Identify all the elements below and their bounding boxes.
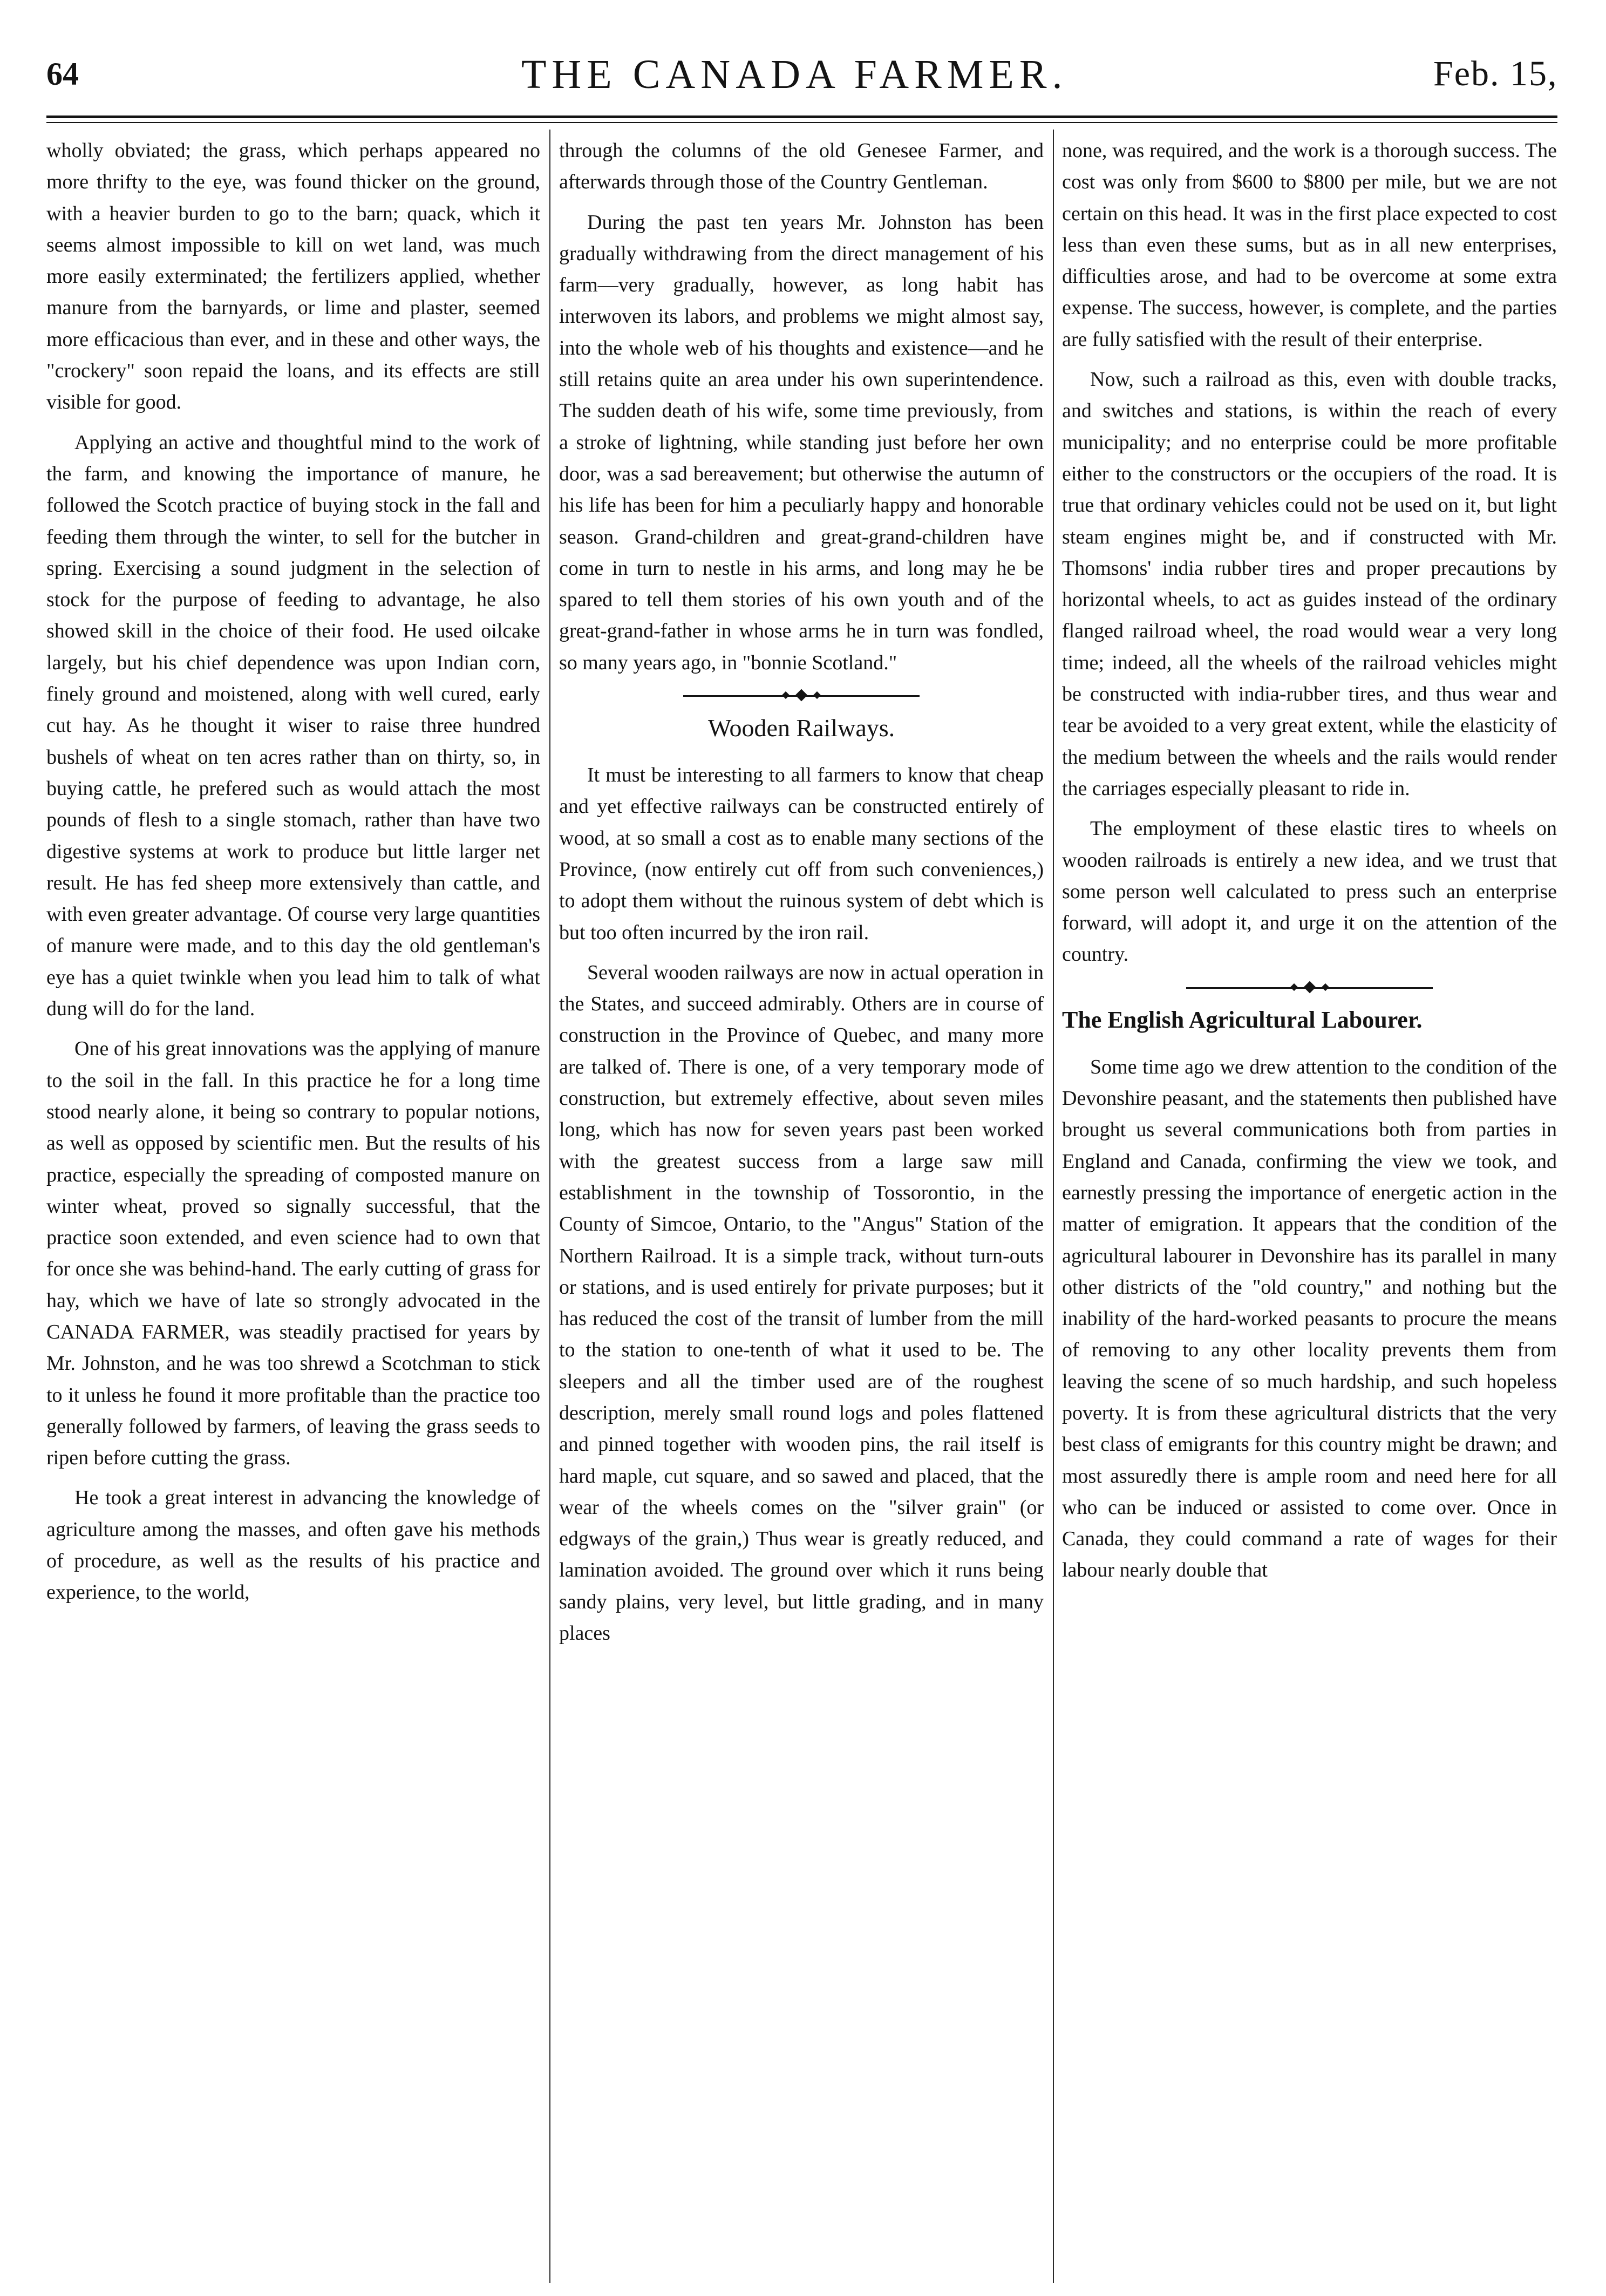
column-divider	[549, 130, 550, 2283]
section-separator	[1062, 981, 1557, 994]
paragraph: He took a great interest in advancing the knowledge of agriculture among the masses, and often gave his methods of procedure, as well as the results of his practice and experience, to the world,	[46, 1486, 540, 1604]
paragraph: It must be interesting to all farmers to know that cheap and yet effective railways can be constructed entirely of wood, at so small a cost as to enable many sections of the Province, (now entirely cut off from such conveniences,) to adopt them without the ruinous system of debt which is but too often incurred by the iron rail.	[559, 764, 1044, 944]
paragraph: wholly obviated; the grass, which perhaps appeared no more thrifty to the eye, was found thicker on the ground, with a heavier burden to go to the barn; quack, which it seems almost impossible to kill on wet land, was much more easily exterminated; the fertilizers applied, whether manure from the barnyards, or lime and plaster, seemed more efficacious than ever, and in these and other ways, the "crockery" soon repaid the loans, and its effects are still visible for good.	[46, 139, 540, 414]
paragraph: During the past ten years Mr. Johnston has been gradually withdrawing from the direct management of his farm—very gradually, however, as long habit has interwoven its labors, and problems we might almost say, into the whole web of his thoughts and existence—and he still retains quite an area under his own superintendence. The sudden death of his wife, some time previously, from a stroke of lightning, while standing just before her own door, was a sad bereavement; but otherwise the autumn of his life has been for him a peculiarly happy and honorable season. Grand-children and great-grand-children have come in turn to nestle in his arms, and long may he be spared to tell them stories of his own youth and of the great-grand-father in whose arms he in turn was fondled, so many years ago, in "bonnie Scotland."	[559, 210, 1044, 674]
paragraph: One of his great innovations was the applying of manure to the soil in the fall. In this practice he for a long time stood nearly alone, it being so contrary to popular notions, as well as opposed by scientific men. But the results of his practice, especially the spreading of composted manure on winter wheat, proved so signally successful, that the practice soon extended, and even science had to own that for once she was behind-hand. The early cutting of grass for hay, which we have of late so strongly advocated in the CANADA FARMER, was steadily practised for years by Mr. Johnston, and he was too shrewd a Scotchman to stick to it unless he found it more profitable than the practice too generally followed by farmers, of leaving the grass seeds to ripen before cutting the grass.	[46, 1037, 540, 1470]
paragraph: Several wooden railways are now in actual operation in the States, and succeed admirably. Others are in course of construction in the Province of Quebec, and many more are talked of. There is one, of a very temporary mode of construction, but extremely effective, about seven miles long, which has now for seven years past been worked with the greatest success from a large saw mill establishment in the township of Tossorontio, in the County of Simcoe, Ontario, to the "Angus" Station of the Northern Railroad. It is a simple track, without turn-outs or stations, and is used entirely for private purposes; but it has reduced the cost of the transit of lumber from the mill to the station to one-tenth of what it used to be. The sleepers and all the timber used are of the roughest description, merely small round logs and poles flattened and pinned together with wooden pins, the rail itself is hard maple, cut square, and so sawed and placed, that the wear of the wheels comes on the "silver grain" (or edgways of the grain,) Thus wear is greatly reduced, and lamination avoided. The ground over which it runs being sandy plains, very level, but little grading, and in many places	[559, 961, 1044, 1645]
column-divider	[1053, 130, 1054, 2283]
paragraph: The employment of these elastic tires to wheels on wooden railroads is entirely a new idea, and we trust that some person well calculated to press such an enterprise forward, will adopt it, and urge it on the attention of the country.	[1062, 817, 1557, 966]
paragraph: none, was required, and the work is a thorough success. The cost was only from $600 to $800 per mile, but we are not certain on this head. It was in the first place expected to cost less than even these sums, but as in all new enterprises, difficulties arose, and had to be overcome at some extra expense. The success, however, is complete, and the parties are fully satisfied with the result of their enterprise.	[1062, 139, 1557, 351]
masthead-rule	[46, 116, 1557, 118]
section-heading: Wooden Railways.	[707, 714, 895, 742]
column-3	[1062, 135, 1557, 2283]
issue-date: Feb. 15,	[1433, 54, 1558, 93]
masthead-rule-thin	[46, 122, 1557, 123]
masthead	[46, 51, 1606, 116]
paragraph: Now, such a railroad as this, even with double tracks, and switches and stations, is within the reach of every municipality; and no enterprise could be more profitable either to the constructors or the occupiers of the road. It is true that ordinary vehicles could not be used on it, but light steam engines might be, and if constructed with Mr. Thomsons' india rubber tires and proper precautions by horizontal wheels, to act as guides instead of the ordinary flanged railroad wheel, the road would wear a very long time; indeed, all the wheels of the railroad vehicles might be constructed with india-rubber tires, and thus wear and tear be avoided to a very great extent, while the elasticity of the medium between the wheels and the rails would render the carriages especially pleasant to ride in.	[1062, 368, 1557, 800]
paragraph: through the columns of the old Genesee Farmer, and afterwards through those of the Country Gentleman.	[559, 139, 1044, 194]
paragraph: Applying an active and thoughtful mind to the work of the farm, and knowing the importance of manure, he followed the Scotch practice of buying stock in the fall and feeding them through the winter, to sell for the butcher in spring. Exercising a sound judgment in the selection of stock for the purpose of feeding to advantage, he also showed skill in the choice of their food. He used oilcake largely, but his chief dependence was upon Indian corn, finely ground and moistened, along with well cured, early cut hay. As he thought it wiser to raise three hundred bushels of wheat on ten acres rather than on thirty, so, in buying cattle, he prefered such as would attach the most pounds of flesh to a single stomach, rather than have two digestive systems at work to produce but little larger net result. He has fed sheep more extensively than cattle, and with even greater advantage. Of course very large quantities of manure were made, and to this day the old gentleman's eye has a quiet twinkle when you lead him to talk of what dung will do for the land.	[46, 431, 540, 1021]
column-2	[559, 135, 1044, 2283]
paragraph: Some time ago we drew attention to the condition of the Devonshire peasant, and the statements then published have brought us several communications both from parties in England and Canada, confirming the view we took, and earnestly pressing the importance of energetic action in the matter of emigration. It appears that the condition of the agricultural labourer in Devonshire has its parallel in many other districts of the "old country," and nothing but the inability of the hard-worked peasants to procure the means of removing to any other locality prevents them from leaving the scene of so much hardship, and such hopeless poverty. It is from these agricultural districts that the very best class of emigrants for this country might be drawn; and most assuredly there is ample room and need here for all who can be induced or assisted to come over. Once in Canada, they could command a rate of wages for their labour nearly double that	[1062, 1055, 1557, 1582]
section-heading: The English Agricultural Labourer.	[1062, 1006, 1423, 1033]
page-number: 64	[46, 56, 79, 92]
column-1	[46, 135, 540, 2283]
paper-title: THE CANADA FARMER.	[521, 52, 1068, 97]
section-separator	[559, 689, 1044, 702]
